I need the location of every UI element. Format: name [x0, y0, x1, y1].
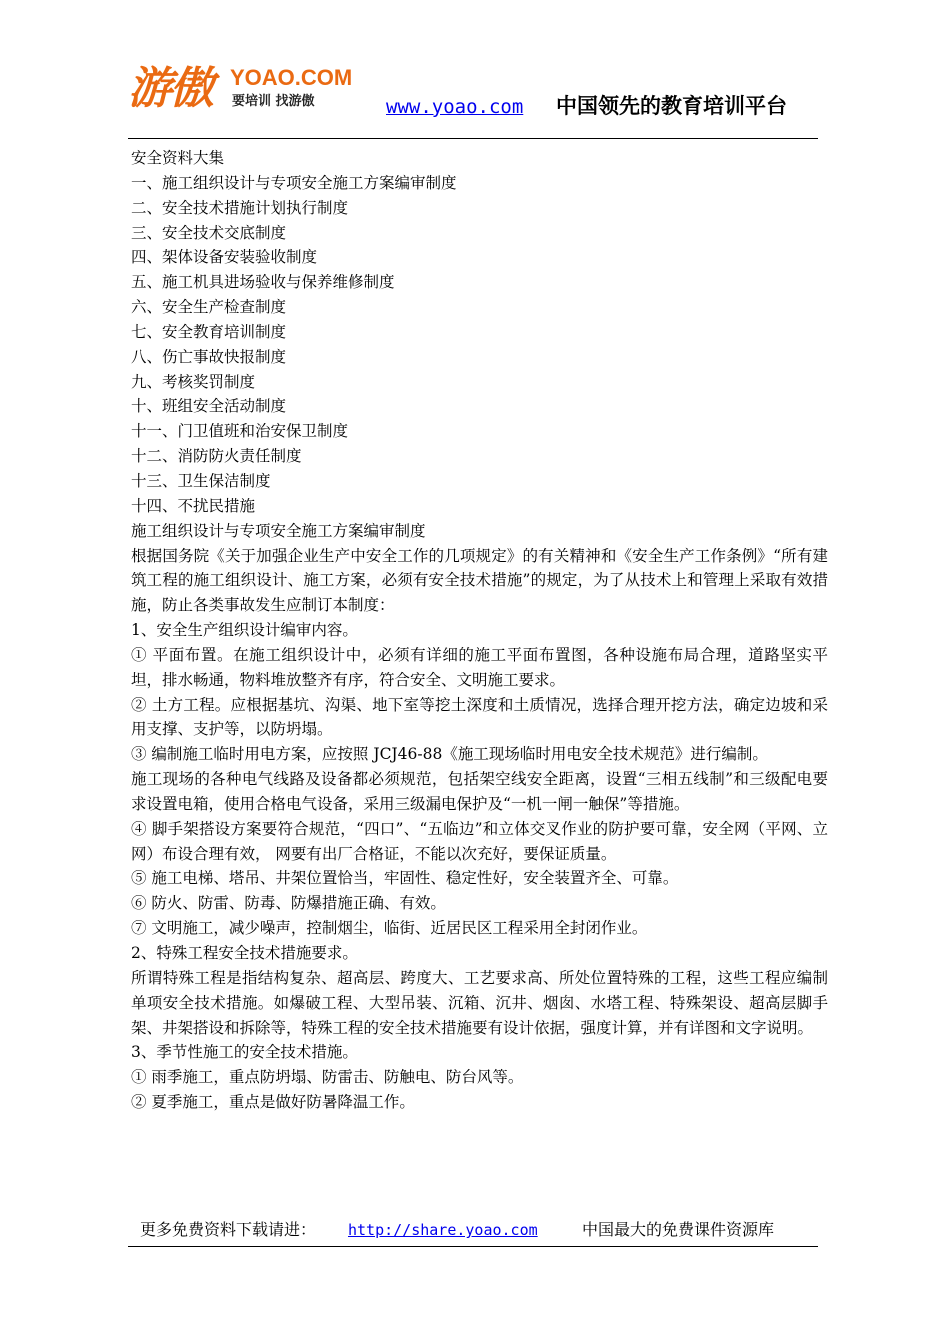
toc-item: 二、安全技术措施计划执行制度 — [131, 198, 349, 217]
header-slogan: 中国领先的教育培训平台 — [556, 94, 787, 118]
toc-item: 九、考核奖罚制度 — [131, 372, 256, 391]
body-paragraph: ⑥ 防火、防雷、防毒、防爆措施正确、有效。 — [131, 894, 446, 913]
toc-item: 十三、卫生保洁制度 — [131, 471, 271, 490]
yoao-logo[interactable] — [128, 62, 358, 122]
toc-item: 三、安全技术交底制度 — [131, 223, 287, 242]
footer-divider — [128, 1246, 818, 1247]
toc-item: 八、伤亡事故快报制度 — [131, 347, 287, 366]
body-paragraph: 施工现场的各种电气线路及设备都必须规范，包括架空线安全距离，设置“三相五线制”和三级配电要求设置电箱，使用合格电气设备，采用三级漏电保护及“一机一闸一触保”等措施。 — [131, 770, 828, 813]
body-paragraph: ④ 脚手架搭设方案要符合规范，“四口”、“五临边”和立体交叉作业的防护要可靠，安全网（平网、立网）布设合理有效， 网要有出厂合格证，不能以次充好，要保证质量。 — [131, 819, 828, 863]
footer-tagline: 中国最大的免费课件资源库 — [582, 1220, 775, 1239]
toc-item: 六、安全生产检查制度 — [131, 298, 287, 317]
logo-chinese-text: 游傲 — [128, 63, 212, 114]
subsection-heading: 1、安全生产组织设计编审内容。 — [131, 621, 358, 640]
toc-item: 十、班组安全活动制度 — [131, 397, 287, 416]
body-paragraph: ⑤ 施工电梯、塔吊、井架位置恰当，牢固性、稳定性好，安全装置齐全、可靠。 — [131, 869, 679, 888]
logo-tagline: 要培训 找游傲 — [232, 94, 315, 109]
header-divider — [128, 138, 818, 139]
toc-item: 五、施工机具进场验收与保养维修制度 — [131, 273, 395, 292]
footer-lead-text: 更多免费资料下载请进： — [140, 1220, 317, 1239]
body-paragraph: ③ 编制施工临时用电方案，应按照 JCJ46-88《施工现场临时用电安全技术规范》进行编制。 — [131, 745, 768, 764]
subsection-heading: 2、特殊工程安全技术措施要求。 — [131, 944, 358, 962]
body-paragraph: 根据国务院《关于加强企业生产中安全工作的几项规定》的有关精神和《安全生产工作条例》“所有建筑工程的施工组织设计、施工方案，必须有安全技术措施”的规定，为了从技术上和管理上采取有效措施，防止各类事故发生应制订本制度： — [131, 546, 828, 615]
body-paragraph: ① 雨季施工，重点防坍塌、防雷击、防触电、防台风等。 — [131, 1068, 524, 1087]
toc-item: 十四、不扰民措施 — [131, 496, 256, 515]
page-header — [128, 62, 818, 124]
toc-item: 四、架体设备安装验收制度 — [131, 248, 318, 267]
body-paragraph: ① 平面布置。在施工组织设计中，必须有详细的施工平面布置图，各种设施布局合理，道路坚实平坦，排水畅通，物料堆放整齐有序，符合安全、文明施工要求。 — [131, 645, 828, 689]
page-footer — [140, 1218, 830, 1244]
doc-title: 安全资料大集 — [131, 149, 225, 167]
body-paragraph: ② 夏季施工，重点是做好防暑降温工作。 — [131, 1093, 415, 1112]
logo-english-text: YOAO.COM — [230, 65, 353, 90]
document-body — [131, 146, 828, 1115]
site-url-link[interactable]: www.yoao.com — [386, 96, 524, 118]
subsection-heading: 3、季节性施工的安全技术措施。 — [131, 1043, 358, 1062]
footer-url-link[interactable]: http://share.yoao.com — [348, 1221, 538, 1239]
toc-item: 十二、消防防火责任制度 — [131, 447, 302, 466]
section-heading: 施工组织设计与专项安全施工方案编审制度 — [131, 521, 426, 540]
toc-item: 七、安全教育培训制度 — [131, 322, 287, 341]
body-paragraph: ⑦ 文明施工，减少噪声，控制烟尘，临街、近居民区工程采用全封闭作业。 — [131, 919, 648, 938]
toc-item: 十一、门卫值班和治安保卫制度 — [131, 422, 349, 441]
body-paragraph: ② 土方工程。应根据基坑、沟渠、地下室等挖土深度和土质情况，选择合理开挖方法，确定边坡和采用支撑、支护等，以防坍塌。 — [131, 695, 828, 739]
body-paragraph: 所谓特殊工程是指结构复杂、超高层、跨度大、工艺要求高、所处位置特殊的工程，这些工程应编制单项安全技术措施。如爆破工程、大型吊装、沉箱、沉井、烟囱、水塔工程、特殊架设、超高层脚手架、井架搭设和拆除等，特殊工程的安全技术措施要有设计依据，强度计算，并有详图和文字说明。 — [131, 968, 828, 1037]
toc-item: 一、施工组织设计与专项安全施工方案编审制度 — [131, 173, 457, 192]
